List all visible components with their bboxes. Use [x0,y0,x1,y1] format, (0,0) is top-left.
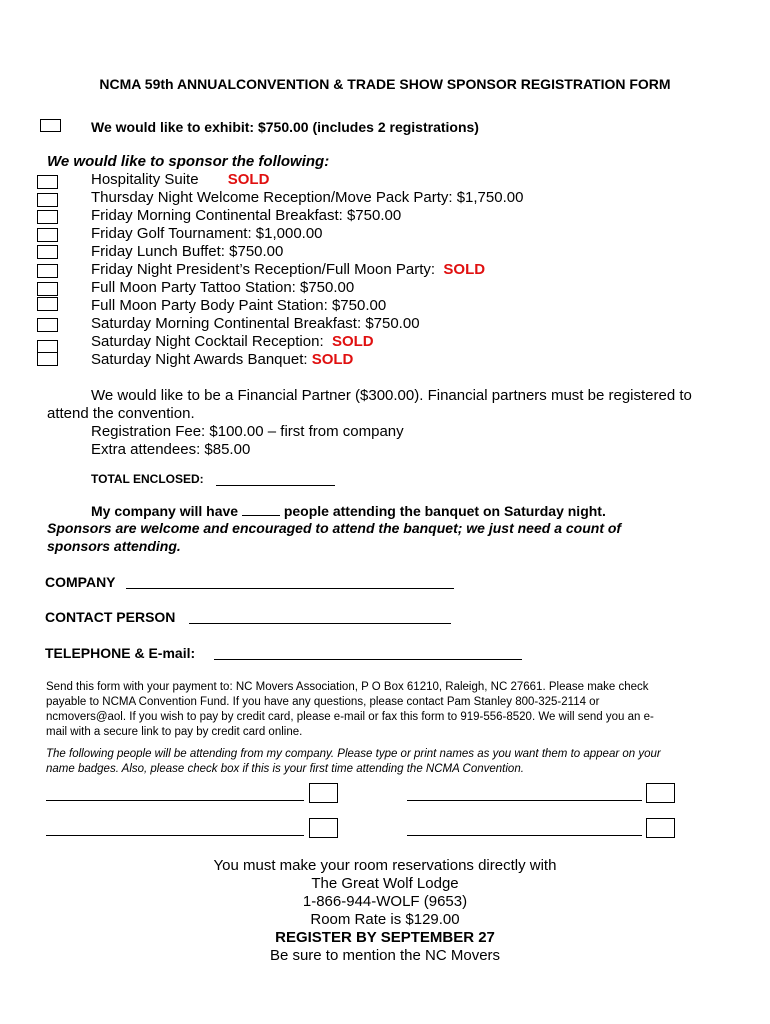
attendee-instructions: The following people will be attending from my company. Please type or print names as you want them to appear on your [46,748,661,760]
exhibit-checkbox[interactable] [40,119,61,132]
sponsor-item: Hospitality Suite SOLD [91,171,270,188]
total-enclosed-field[interactable] [216,485,335,486]
banquet-note: Sponsors are welcome and encouraged to attend the banquet; we just need a count of [47,520,622,536]
mention-note: Be sure to mention the NC Movers [269,947,501,964]
exhibit-option: We would like to exhibit: $750.00 (includes 2 registrations) [91,119,479,135]
telephone-email-label: TELEPHONE & E-mail: [45,645,196,661]
sponsor-checkbox-lunch[interactable] [37,245,58,259]
sponsor-item: Saturday Night Cocktail Reception: SOLD [91,333,374,350]
room-rate: Room Rate is $129.00 [310,911,460,928]
attendee-name-field[interactable] [46,835,304,836]
financial-partner-text: We would like to be a Financial Partner ($300.00). Financial partners must be registered to [91,387,692,404]
sponsor-checkbox-hospitality[interactable] [37,175,58,189]
registration-fee: Registration Fee: $100.00 – first from company [91,423,404,440]
company-label: COMPANY [45,574,116,590]
sponsor-checkbox-saturday-breakfast[interactable] [37,318,58,332]
financial-partner-text-cont: attend the convention. [47,405,195,422]
register-deadline: REGISTER BY SEPTEMBER 27 [275,929,495,946]
sponsor-item: Friday Night President’s Reception/Full Moon Party: SOLD [91,261,486,278]
sponsor-checkbox-presidents-reception[interactable] [37,264,58,278]
contact-person-label: CONTACT PERSON [45,609,176,625]
total-enclosed-label: TOTAL ENCLOSED: [91,472,204,486]
sponsor-checkbox-thursday-reception[interactable] [37,193,58,207]
payment-instructions: mail with a secure link to pay by credit card online. [46,726,303,738]
extra-attendees: Extra attendees: $85.00 [91,441,251,458]
attendee-instructions: name badges. Also, please check box if this is your first time attending the NCMA Convention. [46,763,524,775]
sponsor-item: Full Moon Party Body Paint Station: $750.00 [91,297,387,314]
hotel-name: The Great Wolf Lodge [311,875,459,892]
first-time-checkbox[interactable] [309,783,338,803]
banquet-count-field[interactable] [242,514,280,516]
first-time-checkbox[interactable] [646,818,675,838]
telephone-email-field[interactable] [214,659,522,660]
sold-badge: SOLD [331,333,374,350]
sponsor-checkbox-golf[interactable] [37,228,58,242]
first-time-checkbox[interactable] [646,783,675,803]
room-reservation-note: You must make your room reservations directly with [213,857,557,874]
sponsor-item: Thursday Night Welcome Reception/Move Pack Party: $1,750.00 [91,189,524,206]
sponsor-checkbox-awards[interactable] [37,352,58,366]
sponsor-item: Friday Lunch Buffet: $750.00 [91,243,284,260]
contact-person-field[interactable] [189,623,451,624]
sold-badge: SOLD [311,351,354,368]
sponsor-item: Friday Morning Continental Breakfast: $750.00 [91,207,402,224]
payment-instructions: Send this form with your payment to: NC Movers Association, P O Box 61210, Raleigh, NC 27661. Please make check [46,681,649,693]
attendee-name-field[interactable] [407,800,642,801]
sponsor-checkbox-tattoo[interactable] [37,282,58,296]
banquet-count-line: My company will have people attending the banquet on Saturday night. [91,503,606,519]
sponsor-checkbox-body-paint[interactable] [37,297,58,311]
banquet-note-cont: sponsors attending. [47,538,181,554]
sponsor-item: Full Moon Party Tattoo Station: $750.00 [91,279,355,296]
attendee-name-field[interactable] [46,800,304,801]
company-field[interactable] [126,588,454,589]
sold-badge: SOLD [227,171,270,188]
payment-instructions: ncmovers@aol. If you wish to pay by credit card, please e-mail or fax this form to 919-556-8520. We will send you an e- [46,711,654,723]
payment-instructions: payable to NCMA Convention Fund. If you have any questions, please contact Pam Stanley 800-325-2114 or [46,696,600,708]
first-time-checkbox[interactable] [309,818,338,838]
sponsor-checkbox-friday-breakfast[interactable] [37,210,58,224]
sold-badge: SOLD [443,261,486,278]
hotel-phone: 1-866-944-WOLF (9653) [302,893,468,910]
sponsor-item: Saturday Night Awards Banquet: SOLD [91,351,354,368]
page-title: NCMA 59th ANNUALCONVENTION & TRADE SHOW SPONSOR REGISTRATION FORM [99,76,671,92]
sponsor-item: Saturday Morning Continental Breakfast: $750.00 [91,315,420,332]
attendee-name-field[interactable] [407,835,642,836]
sponsor-heading: We would like to sponsor the following: [47,153,330,170]
sponsor-item: Friday Golf Tournament: $1,000.00 [91,225,323,242]
